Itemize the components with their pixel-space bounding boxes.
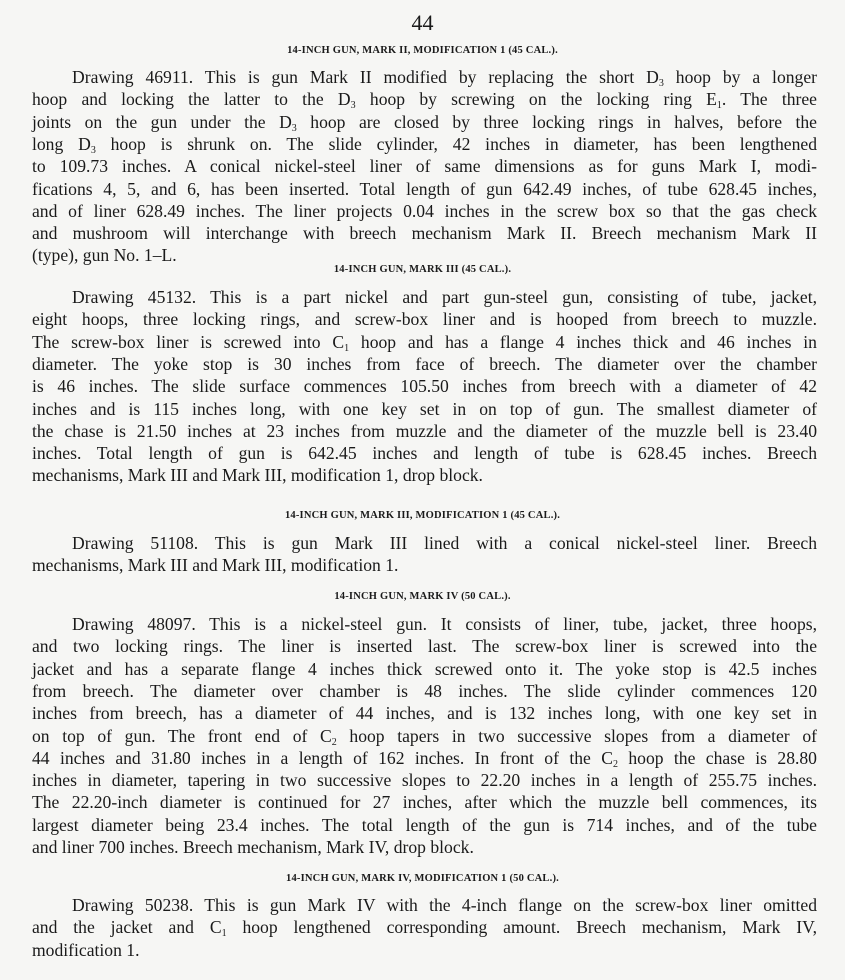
text-run: diameter. The yoke stop is 30 inches from face of breech. The diameter over the chamber bbox=[32, 353, 817, 374]
section-heading: 14-INCH GUN, MARK IV (50 CAL.). bbox=[334, 591, 511, 602]
text-run: The screw-box liner is screwed into C bbox=[32, 331, 345, 352]
paragraph-line bbox=[32, 464, 817, 486]
section-heading: 14-INCH GUN, MARK III, MODIFICATION 1 (45 CAL.). bbox=[284, 510, 561, 521]
text-run: Drawing 48097. This is a nickel-steel gun. It consists of liner, tube, jacket, three hoops, bbox=[72, 614, 817, 634]
text-run: hoop the chase is 28.80 bbox=[617, 747, 817, 768]
subscript: 2 bbox=[612, 758, 618, 770]
paragraph-line bbox=[32, 916, 817, 938]
text-run: and the jacket and C bbox=[32, 917, 222, 938]
subscript: 2 bbox=[331, 736, 337, 748]
text-run: Drawing 50238. This is gun Mark IV with the 4-inch flange on the screw-box liner omitted bbox=[72, 895, 817, 915]
text-run: Drawing 51108. This is gun Mark III lined with a conical nickel-steel liner. Breech bbox=[72, 533, 817, 553]
text-run: inches and is 115 inches long, with one key set in on top of gun. The smallest diameter of bbox=[32, 398, 817, 419]
text-run: hoop and has a flange 4 inches thick and 46 inches in bbox=[349, 331, 817, 352]
text-run: fications 4, 5, and 6, has been inserted. Total length of gun 642.49 inches, of tube 628.45 inches, bbox=[32, 178, 817, 199]
paragraph-line bbox=[32, 375, 817, 397]
text-run: to 109.73 inches. A conical nickel-steel liner of same dimensions as for guns Mark I, modi- bbox=[32, 156, 817, 177]
text-run: and mushroom will interchange with breech mechanism Mark II. Breech mechanism Mark II bbox=[32, 223, 817, 244]
paragraph-line bbox=[32, 88, 817, 110]
paragraph-line bbox=[32, 222, 817, 244]
text-run: jacket and has a separate flange 4 inches thick screwed onto it. The yoke stop is 42.5 inches bbox=[32, 658, 817, 679]
text-run: 44 inches and 31.80 inches in a length of 162 inches. In front of the C bbox=[32, 747, 613, 768]
subscript: 3 bbox=[350, 100, 356, 112]
paragraph-first-line bbox=[72, 66, 817, 88]
section-heading: 14-INCH GUN, MARK III (45 CAL.). bbox=[333, 264, 512, 275]
subscript: 1 bbox=[716, 100, 722, 112]
paragraph-line bbox=[32, 814, 817, 836]
text-run: modification 1. bbox=[32, 939, 140, 960]
subscript: 3 bbox=[658, 78, 664, 89]
text-run: long D bbox=[32, 133, 91, 154]
paragraph-first-line bbox=[72, 532, 817, 554]
text-run: inches in diameter, tapering in two successive slopes to 22.20 inches in a length of 255.75 inches. bbox=[32, 770, 817, 791]
paragraph-line bbox=[32, 635, 817, 657]
paragraph-line bbox=[32, 308, 817, 330]
text-run: and of liner 628.49 inches. The liner projects 0.04 inches in the screw box so that the gas check bbox=[32, 200, 817, 221]
text-run: mechanisms, Mark III and Mark III, modification 1. bbox=[32, 555, 399, 576]
text-run: The 22.20-inch diameter is continued for 27 inches, after which the muzzle bell commences, its bbox=[32, 792, 817, 813]
paragraph-line bbox=[32, 836, 817, 858]
paragraph-line bbox=[32, 420, 817, 442]
paragraph-line bbox=[32, 939, 817, 961]
text-run: hoop and locking the latter to the D bbox=[32, 89, 351, 110]
section-heading: 14-INCH GUN, MARK II, MODIFICATION 1 (45 CAL.). bbox=[287, 45, 558, 56]
text-run: on top of gun. The front end of C bbox=[32, 725, 332, 746]
text-run: mechanisms, Mark III and Mark III, modification 1, drop block. bbox=[32, 465, 483, 486]
paragraph-line bbox=[32, 442, 817, 464]
text-run: hoop are closed by three locking rings in halves, before the bbox=[296, 111, 817, 132]
paragraph-first-line bbox=[72, 613, 817, 635]
paragraph-line bbox=[32, 554, 817, 576]
text-run: hoop lengthened corresponding amount. Breech mechanism, Mark IV, bbox=[226, 917, 817, 938]
text-run: eight hoops, three locking rings, and screw-box liner and is hooped from breech to muzzle. bbox=[32, 309, 817, 330]
paragraph-line bbox=[32, 747, 817, 769]
text-run: and liner 700 inches. Breech mechanism, Mark IV, drop block. bbox=[32, 837, 474, 857]
subscript: 1 bbox=[221, 928, 227, 940]
page-number: 44 bbox=[411, 10, 434, 35]
text-run: is 46 inches. The slide surface commences 105.50 inches from breech with a diameter of 42 bbox=[32, 376, 817, 397]
paragraph-first-line bbox=[72, 286, 817, 308]
paragraph-line bbox=[32, 680, 817, 702]
paragraph-line bbox=[32, 178, 817, 200]
section-heading: 14-INCH GUN, MARK IV, MODIFICATION 1 (50 CAL.). bbox=[286, 873, 559, 884]
paragraph-line bbox=[32, 331, 817, 353]
paragraph-line bbox=[32, 353, 817, 375]
text-run: Drawing 45132. This is a part nickel and part gun-steel gun, consisting of tube, jacket, bbox=[72, 287, 817, 307]
text-run: the chase is 21.50 inches at 23 inches from muzzle and the diameter of the muzzle bell is 23.40 bbox=[32, 420, 817, 441]
text-run: largest diameter being 23.4 inches. The total length of the gun is 714 inches, and of the tube bbox=[32, 814, 817, 835]
text-run: Drawing 46911. This is gun Mark II modified by replacing the short D bbox=[72, 67, 659, 87]
paragraph-line bbox=[32, 769, 817, 791]
text-run: inches from breech, has a diameter of 44 inches, and is 132 inches long, with one key set in bbox=[32, 703, 817, 724]
text-run: and two locking rings. The liner is inserted last. The screw-box liner is screwed into the bbox=[32, 636, 817, 657]
text-run: hoop by a longer bbox=[663, 67, 818, 87]
text-run: (type), gun No. 1–L. bbox=[32, 245, 177, 266]
paragraph-line bbox=[32, 133, 817, 155]
text-run: inches. Total length of gun is 642.45 inches and length of tube is 628.45 inches. Breech bbox=[32, 443, 817, 464]
paragraph-line bbox=[32, 398, 817, 420]
paragraph-line bbox=[32, 155, 817, 177]
paragraph-line bbox=[32, 111, 817, 133]
text-run: hoop by screwing on the locking ring E bbox=[355, 89, 717, 110]
text-run: . The three bbox=[721, 89, 817, 110]
paragraph-line bbox=[32, 702, 817, 724]
paragraph-first-line bbox=[72, 894, 817, 916]
subscript: 1 bbox=[344, 342, 350, 354]
text-run: joints on the gun under the D bbox=[32, 111, 292, 132]
paragraph-line bbox=[32, 725, 817, 747]
subscript: 3 bbox=[90, 144, 96, 156]
text-run: from breech. The diameter over chamber is 48 inches. The slide cylinder commences 120 bbox=[32, 680, 817, 701]
subscript: 3 bbox=[291, 122, 297, 134]
paragraph-line bbox=[32, 200, 817, 222]
paragraph-line bbox=[32, 791, 817, 813]
text-run: hoop is shrunk on. The slide cylinder, 42 inches in diameter, has been lengthened bbox=[95, 133, 817, 154]
paragraph-line bbox=[32, 658, 817, 680]
text-run: hoop tapers in two successive slopes from a diameter of bbox=[336, 725, 817, 746]
